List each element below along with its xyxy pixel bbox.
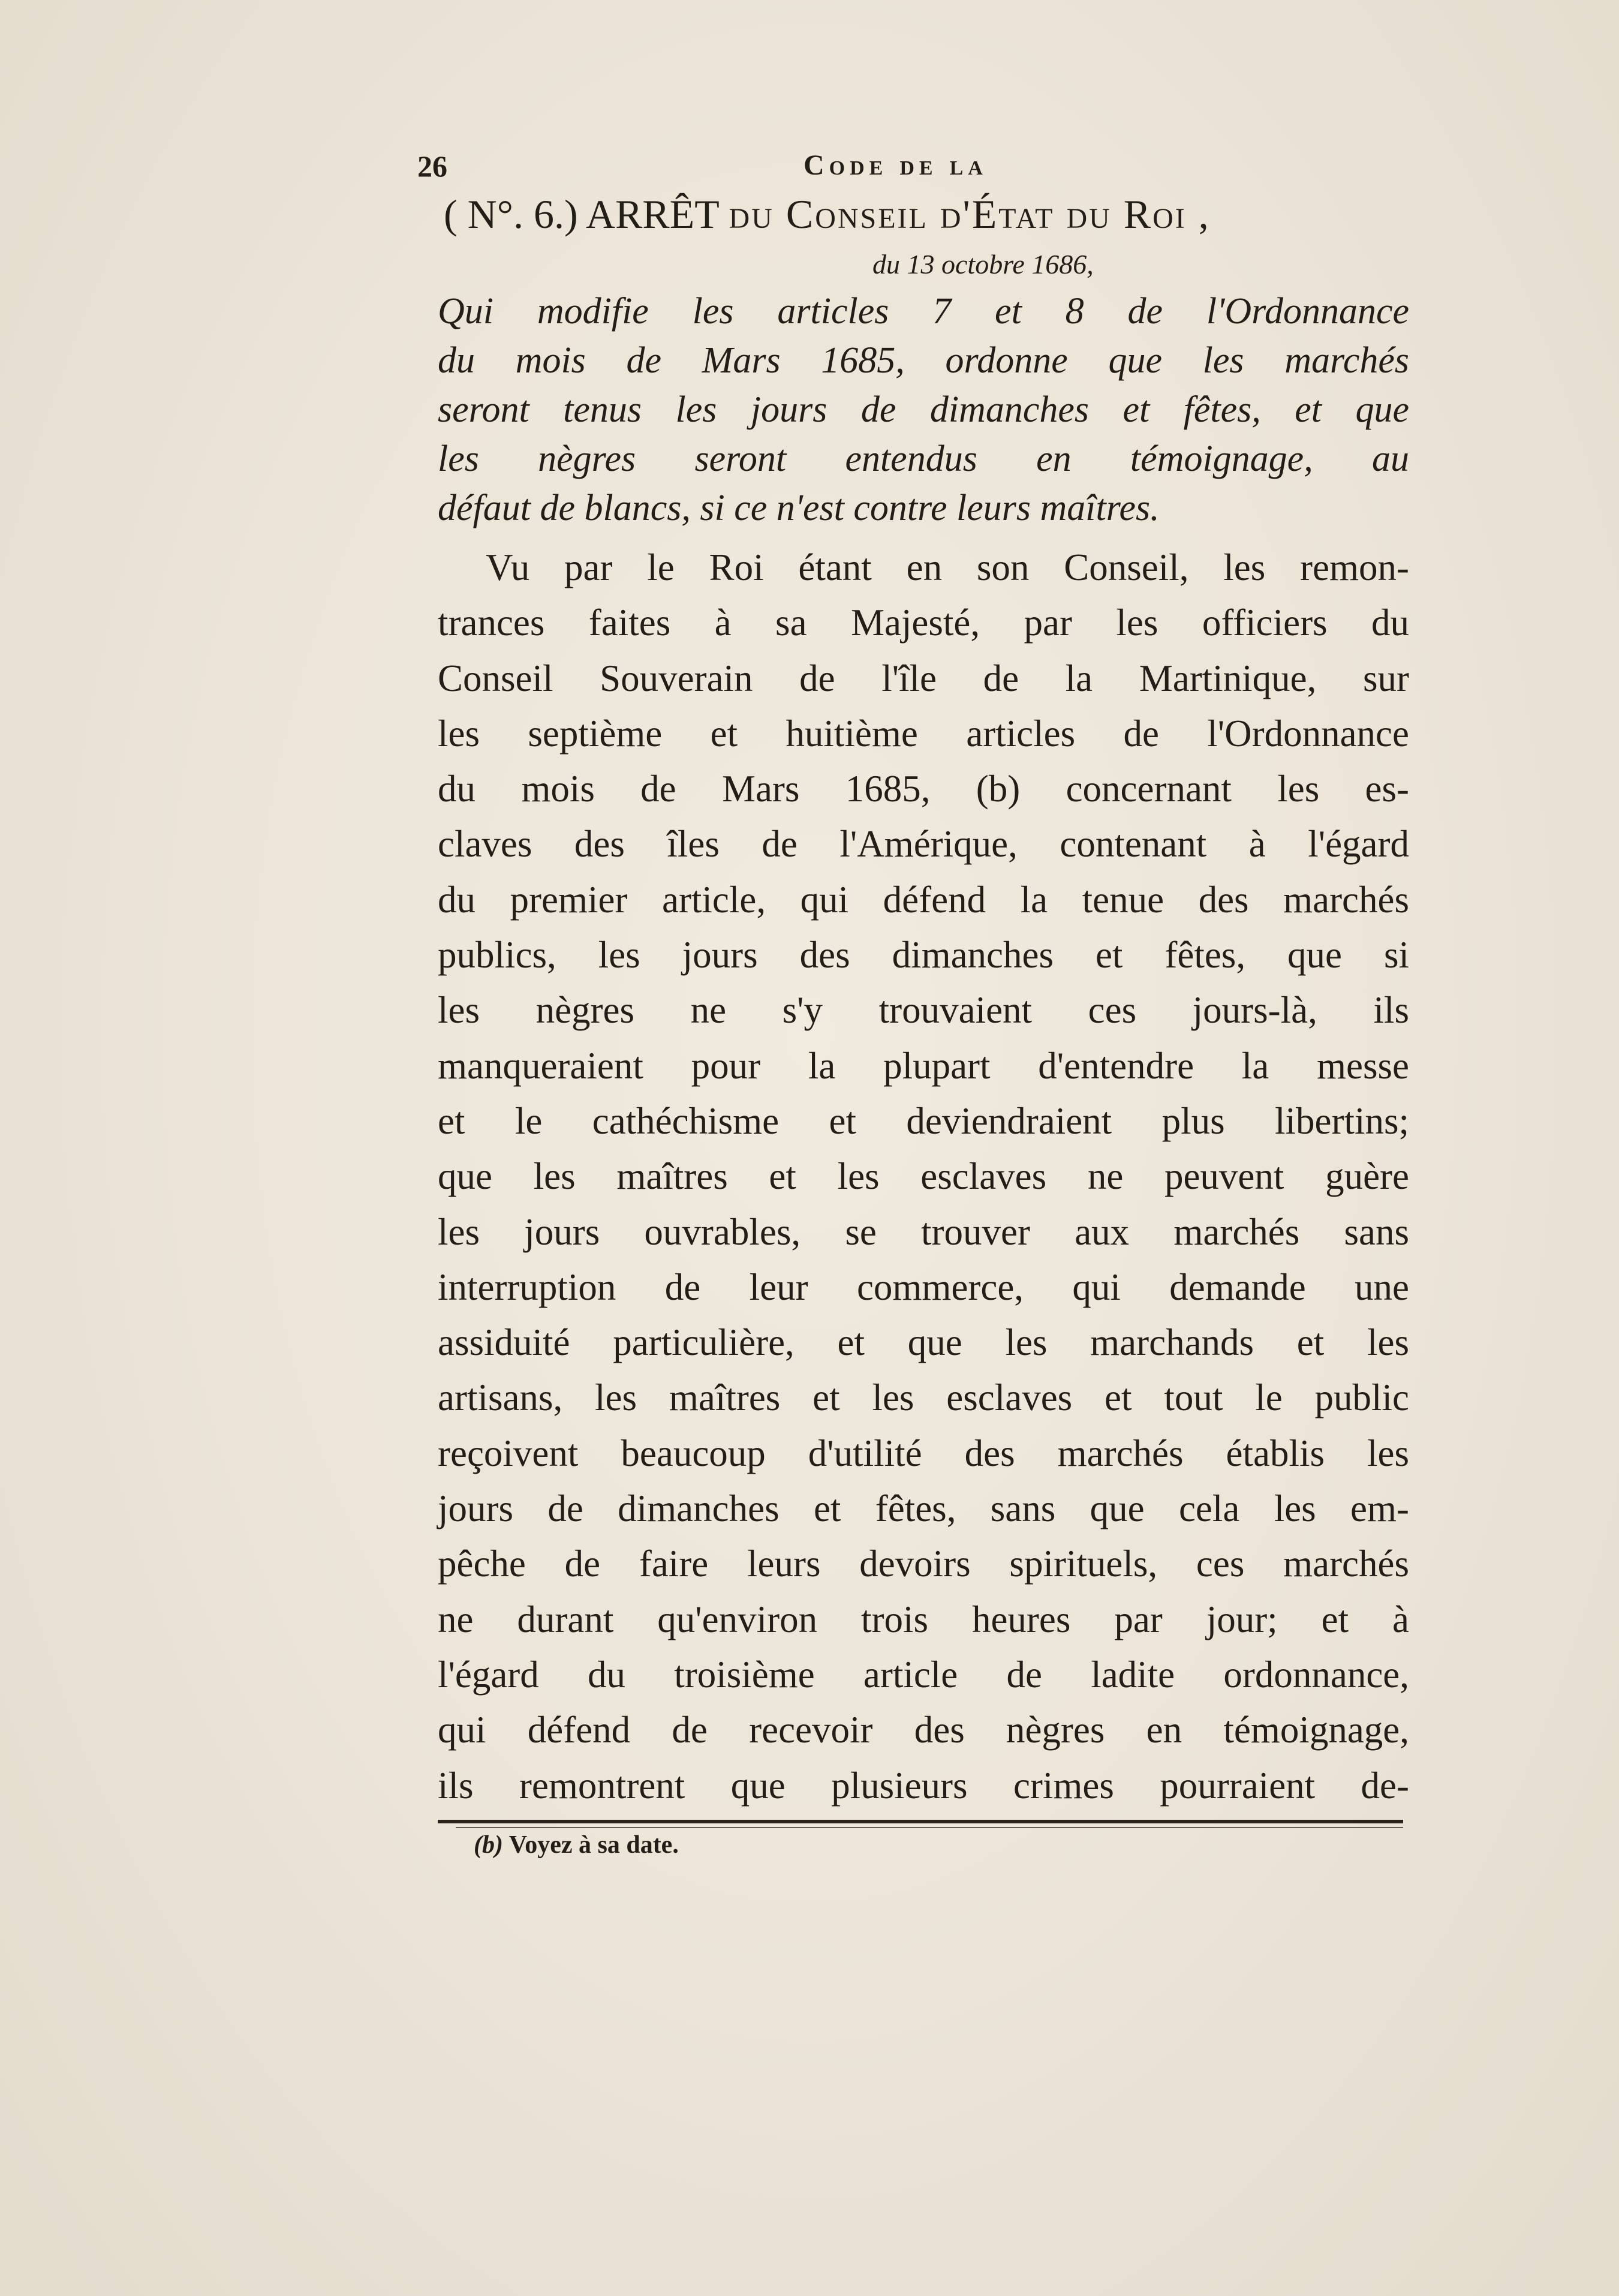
body-line: les jours ouvrables, se trouver aux marchés sans (438, 1210, 1409, 1253)
summary (438, 287, 1409, 533)
body-line: ne durant qu'environ trois heures par jour; et à (438, 1598, 1409, 1640)
body-line: claves des îles de l'Amérique, contenant à l'égard (438, 823, 1409, 865)
summary-line: les nègres seront entendus en témoignage, au (438, 438, 1409, 479)
body-line: du mois de Mars 1685, (b) concernant les es- (438, 768, 1409, 810)
title-rest: du Conseil d'État du Roi , (729, 191, 1211, 237)
body-line: manqueraient pour la plupart d'entendre la messe (438, 1044, 1409, 1087)
document-title (444, 191, 1427, 238)
body-line: Conseil Souverain de l'île de la Martinique, sur (438, 657, 1409, 699)
body-line: trances faites à sa Majesté, par les officiers du (438, 602, 1409, 644)
footnote-text: Voyez à sa date. (508, 1831, 679, 1859)
body-line: Vu par le Roi étant en son Conseil, les remon- (486, 546, 1409, 588)
body-line: les nègres ne s'y trouvaient ces jours-là, ils (438, 989, 1409, 1032)
summary-line: du mois de Mars 1685, ordonne que les marchés (438, 340, 1409, 381)
body-line: ils remontrent que plusieurs crimes pourraient de- (438, 1764, 1409, 1807)
body-line: les septième et huitième articles de l'Ordonnance (438, 712, 1409, 755)
body-line: interruption de leur commerce, qui demande une (438, 1266, 1409, 1308)
body-line: assiduité particulière, et que les marchands et les (438, 1321, 1409, 1364)
title-number: ( N°. 6.) (444, 191, 578, 237)
body-line: jours de dimanches et fêtes, sans que cela les em- (438, 1487, 1409, 1530)
body-line: du premier article, qui défend la tenue des marchés (438, 878, 1409, 921)
body-line: que les maîtres et les esclaves ne peuvent guère (438, 1155, 1409, 1198)
body-line: et le cathéchisme et deviendraient plus libertins; (438, 1099, 1409, 1142)
summary-line: défaut de blancs, si ce n'est contre leurs maîtres. (438, 488, 1160, 528)
body-text (438, 540, 1409, 1813)
document-date: du 13 octobre 1686, (872, 249, 1094, 280)
running-head: Code de la (804, 149, 988, 181)
summary-line: seront tenus les jours de dimanches et fêtes, et que (438, 389, 1409, 430)
footnote-rule (438, 1820, 1403, 1823)
body-line: publics, les jours des dimanches et fêtes, que si (438, 934, 1409, 976)
footnote (474, 1831, 679, 1859)
summary-line: Qui modifie les articles 7 et 8 de l'Ordonnance (438, 291, 1409, 332)
body-line: l'égard du troisième article de ladite ordonnance, (438, 1653, 1409, 1696)
body-line: qui défend de recevoir des nègres en témoignage, (438, 1709, 1409, 1751)
body-line: pêche de faire leurs devoirs spirituels, ces marchés (438, 1543, 1409, 1585)
footnote-rule-thin (456, 1827, 1403, 1828)
page-number: 26 (417, 149, 447, 183)
body-line: reçoivent beaucoup d'utilité des marchés établis les (438, 1432, 1409, 1474)
body-line: artisans, les maîtres et les esclaves et tout le public (438, 1377, 1409, 1419)
page-header (414, 149, 1421, 197)
title-arret: ARRÊT (585, 191, 719, 237)
footnote-ref: (b) (474, 1831, 503, 1859)
